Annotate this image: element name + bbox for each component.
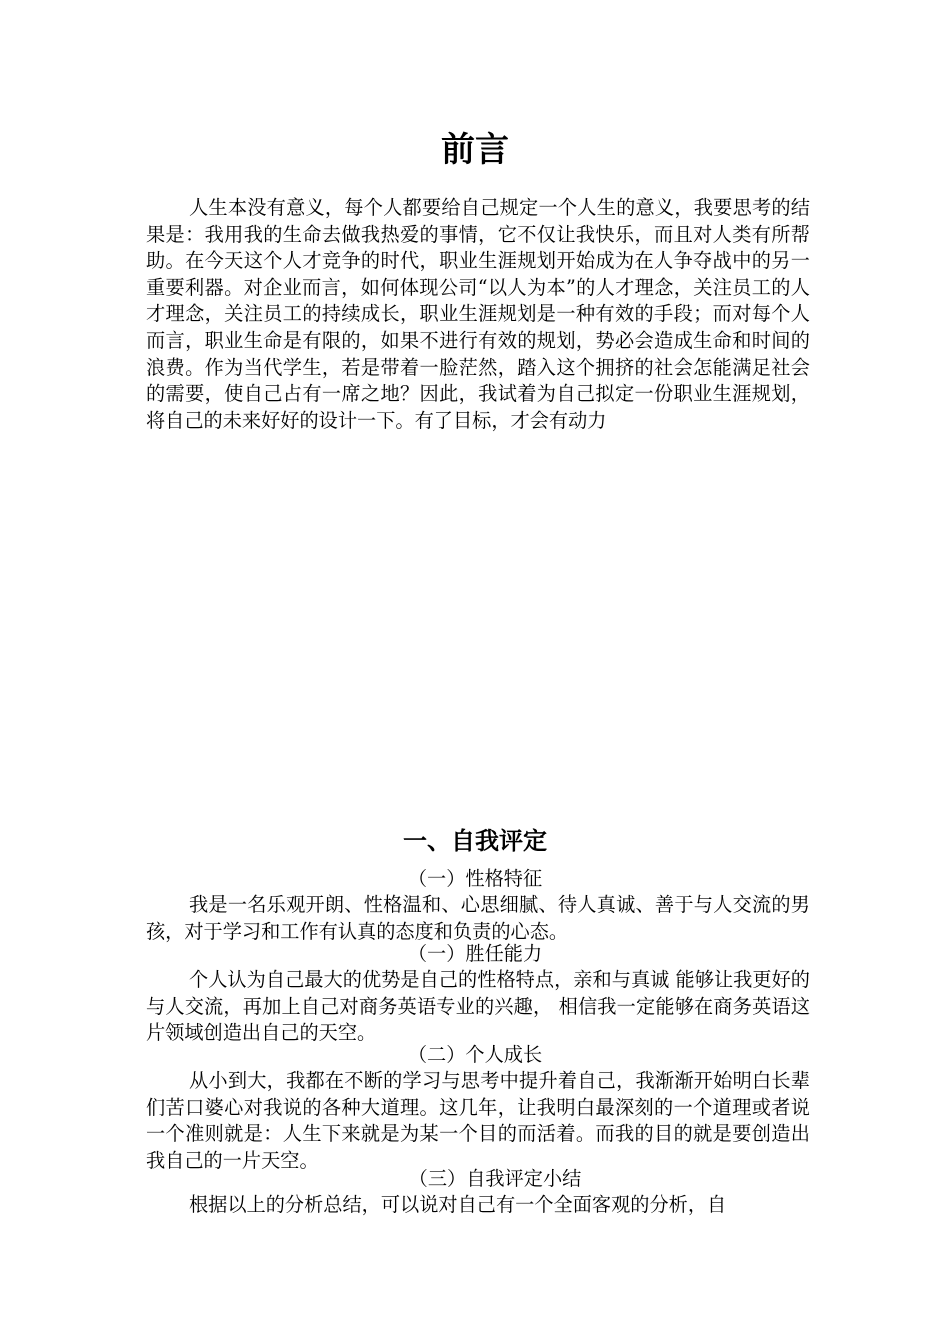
section-title-self-assessment: 一、自我评定 [403, 827, 547, 855]
preface-paragraph: 人生本没有意义，每个人都要给自己规定一个人生的意义，我要思考的结果是：我用我的生命去做我热爱的事情，它不仅让我快乐，而且对人类有所帮助。在今天这个人才竞争的时代，职业生涯规划开始成为在人争夺战中的另一重要利器。对企业而言，如何体现公司“以人为本”的人才理念，关注员工的人才理念，关注员工的持续成长，职业生涯规划是一种有效的手段；而对每个人而言，职业生命是有限的，如果不进行有效的规划，势必会造成生命和时间的浪费。作为当代学生，若是带着一脸茫然，踏入这个拥挤的社会怎能满足社会的需要，使自己占有一席之地？因此，我试着为自己拟定一份职业生涯规划，将自己的未来好好的设计一下。有了目标，才会有动力 [146, 196, 810, 432]
subsection-heading-personality: （一）性格特征 [407, 867, 543, 890]
subsection-text-growth: 从小到大，我都在不断的学习与思考中提升着自己，我渐渐开始明白长辈们苦口婆心对我说的各种大道理。这几年，让我明白最深刻的一个道理或者说一个准则就是：人生下来就是为某一个目的而活着。而我的目的就是要创造出我自己的一片天空。 [146, 1069, 810, 1172]
preface-title: 前言 [441, 130, 509, 170]
subsection-text-summary: 根据以上的分析总结，可以说对自己有一个全面客观的分析，自 [189, 1193, 727, 1216]
subsection-text-personality: 我是一名乐观开朗、性格温和、心思细腻、待人真诚、善于与人交流的男孩，对于学习和工作有认真的态度和负责的心态。 [146, 893, 810, 943]
subsection-heading-growth: （二）个人成长 [407, 1043, 543, 1066]
subsection-heading-summary: （三）自我评定小结 [408, 1167, 582, 1190]
subsection-heading-competence: （一）胜任能力 [407, 942, 543, 965]
subsection-text-competence: 个人认为自己最大的优势是自己的性格特点，亲和与真诚 能够让我更好的与人交流，再加上自己对商务英语专业的兴趣， 相信我一定能够在商务英语这片领域创造出自己的天空。 [146, 968, 810, 1045]
